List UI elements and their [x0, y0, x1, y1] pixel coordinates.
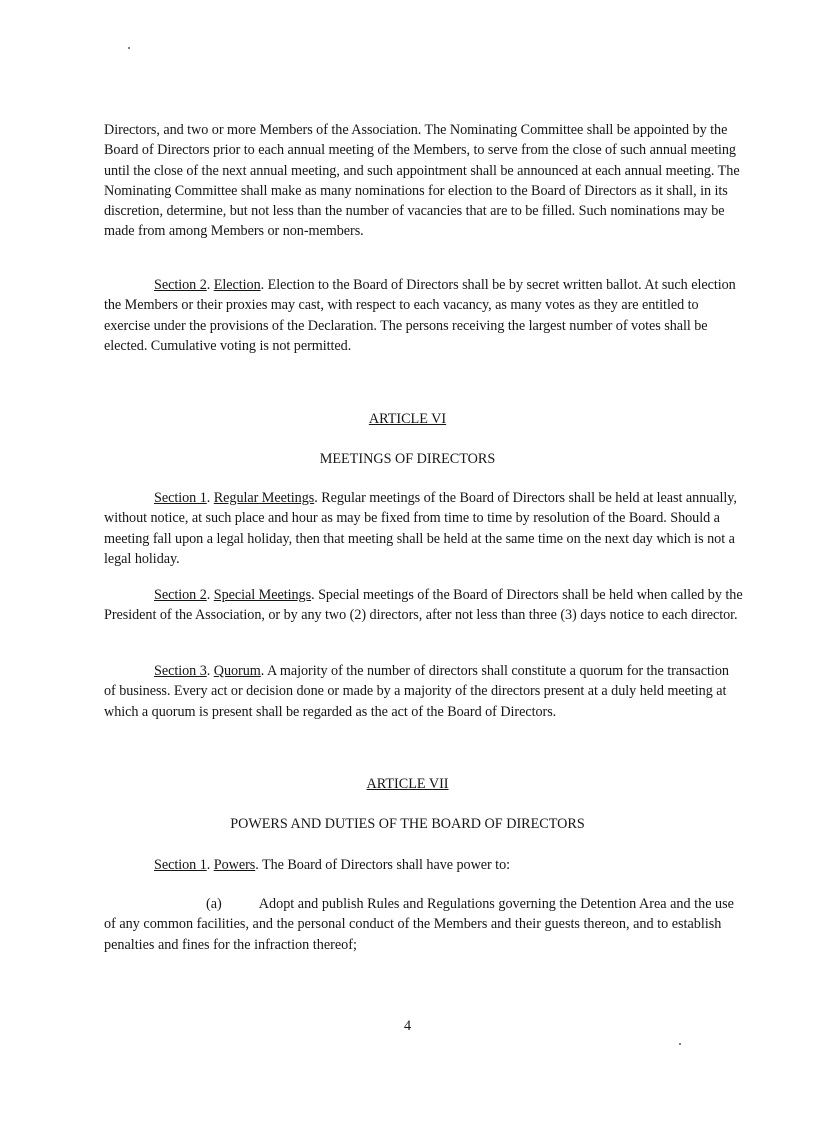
article-vii-section-1: Section 1. Powers. The Board of Directors shall have power to: — [154, 857, 511, 873]
scan-speck — [128, 47, 130, 49]
section-text: Election to the Board of Directors shall be by secret written ballot. At such election the Members or their proxies may cast, with respect to each vacancy, as many votes as they are entitled to exercise under the provisions of the Declaration. The persons receiving the largest number of votes shall be elected. Cumulative voting is not permitted. — [104, 277, 736, 354]
section-label: Section 2 — [154, 587, 207, 603]
intro-paragraph: Directors, and two or more Members of the Association. The Nominating Committee shall be appointed by the Board of Directors prior to each annual meeting of the Members, to serve from the close of such annual meeting until the close of the next annual meeting, and such appointment shall be announced at each annual meeting. The Nominating Committee shall make as many nominations for election to the Board of Directors as it shall, in its discretion, determine, but not less than the number of vacancies that are to be filled. Such nominations may be made from among Members or non-members. — [104, 122, 740, 240]
article-vi-title: ARTICLE VI — [368, 411, 447, 427]
article-vi-section-1: Section 1. Regular Meetings. Regular meetings of the Board of Directors shall be held at least annually, without notice, at such place and hour as may be fixed from time to time by resolution of the Board. Should a meeting fall upon a legal holiday, then that meeting shall be held at the same time on the next day which is not a legal holiday. — [104, 490, 737, 567]
article-v-section-2: Section 2. Election. Election to the Board of Directors shall be by secret written ballot. At such election the Members or their proxies may cast, with respect to each vacancy, as many votes as they are entitled to exercise under the provisions of the Declaration. The persons receiving the largest number of votes shall be elected. Cumulative voting is not permitted. — [104, 277, 736, 354]
article-vi-section-3: Section 3. Quorum. A majority of the number of directors shall constitute a quorum for the transaction of business. Every act or decision done or made by a majority of the directors present at a duly held meeting at which a quorum is present shall be regarded as the act of the Board of Directors. — [104, 663, 729, 720]
section-label: Section 3 — [154, 663, 207, 679]
section-text: Regular meetings of the Board of Directors shall be held at least annually, without notice, at such place and hour as may be fixed from time to time by resolution of the Board. Should a meeting fall upon a legal holiday, then that meeting shall be held at the same time on the next day which is not a legal holiday. — [104, 490, 737, 567]
scan-speck — [679, 1043, 681, 1045]
section-label: Section 1 — [154, 490, 207, 506]
article-vi-section-2: Section 2. Special Meetings. Special meetings of the Board of Directors shall be held when called by the President of the Association, or by any two (2) directors, after not less than three (3) days notice to each director. — [104, 587, 743, 624]
section-title: Election — [213, 277, 261, 293]
item-label: (a) — [206, 896, 222, 912]
article-vi-subtitle: MEETINGS OF DIRECTORS — [319, 451, 496, 467]
section-label: Section 1 — [154, 857, 207, 873]
section-title: Powers — [213, 857, 256, 873]
section-label: Section 2 — [154, 277, 207, 293]
article-vii-title: ARTICLE VII — [366, 776, 449, 792]
section-title: Special Meetings — [213, 587, 312, 603]
item-text: Adopt and publish Rules and Regulations governing the Detention Area and the use of any common facilities, and the personal conduct of the Members and their guests thereon, and to establish penalties and fines for the infraction thereof; — [104, 896, 734, 953]
section-text: A majority of the number of directors shall constitute a quorum for the transaction of business. Every act or decision done or made by a majority of the directors present at a duly held meeting at which a quorum is present shall be regarded as the act of the Board of Directors. — [104, 663, 729, 720]
section-text: The Board of Directors shall have power to: — [261, 857, 511, 873]
section-title: Regular Meetings — [213, 490, 315, 506]
section-text: Special meetings of the Board of Directors shall be held when called by the President of the Association, or by any two (2) directors, after not less than three (3) days notice to each director. — [104, 587, 743, 624]
article-vii-item-a — [104, 894, 744, 955]
article-vii-subtitle: POWERS AND DUTIES OF THE BOARD OF DIRECTORS — [230, 816, 585, 832]
section-title: Quorum — [213, 663, 261, 679]
page-number: 4 — [403, 1018, 412, 1034]
